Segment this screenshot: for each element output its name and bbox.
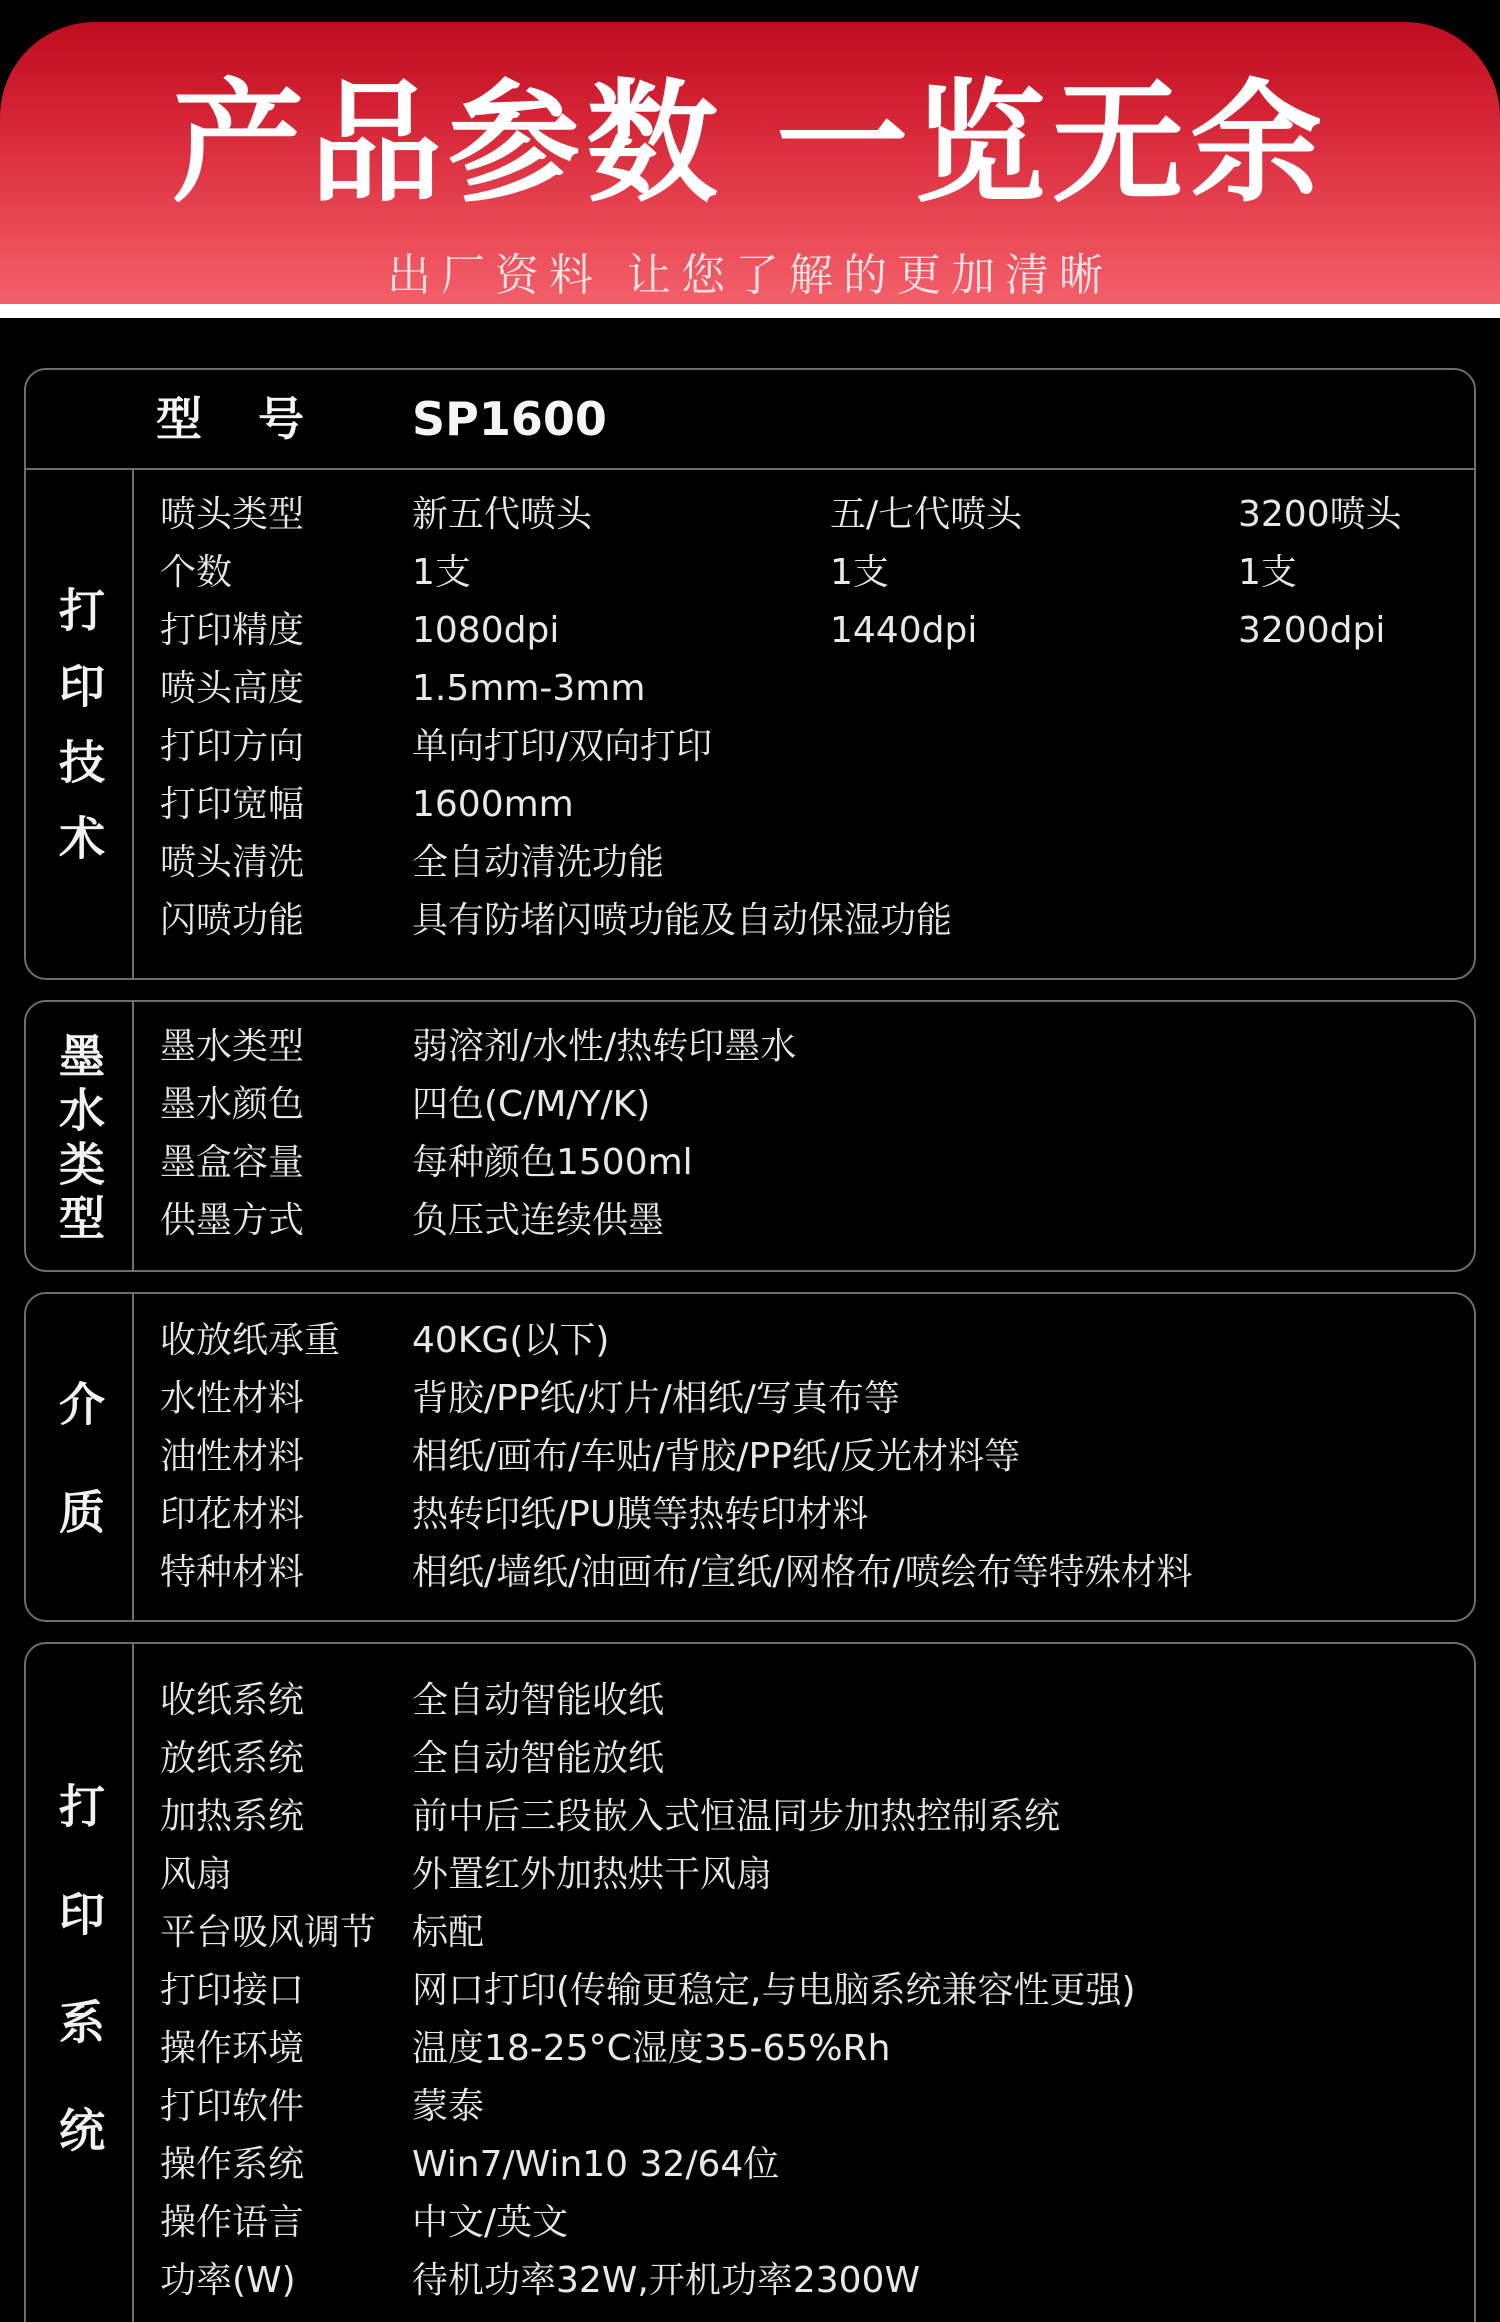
spec-label: 操作环境: [160, 2028, 305, 2069]
spec-row: [160, 1076, 1464, 1134]
model-value: SP1600: [412, 392, 607, 446]
model-row: [26, 370, 1474, 470]
spec-value: 1支: [1238, 552, 1297, 593]
spec-row: [160, 544, 1464, 602]
spec-rows: [160, 1312, 1464, 1602]
spec-value: 四色(C/M/Y/K): [412, 1084, 651, 1125]
spec-label: 墨水颜色: [160, 1084, 305, 1125]
spec-row: [160, 2078, 1464, 2136]
spec-label: 风扇: [160, 1854, 233, 1895]
spec-row: [160, 1312, 1464, 1370]
spec-label: 个数: [160, 552, 233, 593]
spec-label: 印花材料: [160, 1494, 305, 1535]
spec-rows: [160, 486, 1464, 950]
category-cell: [26, 1644, 134, 2322]
header-divider: [0, 304, 1500, 318]
category-cell: [26, 468, 134, 978]
spec-value: 弱溶剂/水性/热转印墨水: [412, 1026, 797, 1067]
category-label: 墨水类型: [52, 1032, 106, 1248]
spec-rows: [160, 1672, 1464, 2310]
page-title: 产品参数 一览无余: [172, 67, 1328, 221]
spec-label: 操作系统: [160, 2144, 305, 2185]
spec-row: [160, 486, 1464, 544]
category-label: 打印系统: [52, 1782, 106, 2214]
spec-row: [160, 1846, 1464, 1904]
spec-value: 全自动清洗功能: [412, 842, 665, 883]
spec-value: 相纸/墙纸/油画布/宣纸/网格布/喷绘布等特殊材料: [412, 1552, 1193, 1593]
spec-label: 打印软件: [160, 2086, 305, 2127]
spec-row: [160, 2252, 1464, 2310]
spec-value: 1600mm: [412, 784, 574, 825]
spec-row: [160, 1018, 1464, 1076]
spec-row: [160, 1672, 1464, 1730]
spec-value: 负压式连续供墨: [412, 1200, 665, 1241]
spec-label: 油性材料: [160, 1436, 305, 1477]
spec-row: [160, 1192, 1464, 1250]
spec-value: 标配: [412, 1912, 485, 1953]
spec-value: 蒙泰: [412, 2086, 485, 2127]
spec-row: [160, 1428, 1464, 1486]
spec-row: [160, 1370, 1464, 1428]
spec-row: [160, 660, 1464, 718]
spec-label: 功率(W): [160, 2260, 296, 2301]
spec-value: 1支: [412, 552, 471, 593]
page-subtitle: 出厂资料 让您了解的更加清晰: [387, 250, 1113, 301]
spec-label: 打印精度: [160, 610, 305, 651]
spec-label: 打印接口: [160, 1970, 305, 2011]
spec-value: 相纸/画布/车贴/背胶/PP纸/反光材料等: [412, 1436, 1021, 1477]
spec-label: 放纸系统: [160, 1738, 305, 1779]
category-label: 介质: [52, 1380, 106, 1596]
spec-box-ink: [24, 1000, 1476, 1272]
spec-box-print-system: [24, 1642, 1476, 2322]
spec-value: 五/七代喷头: [830, 494, 1023, 535]
spec-value: 热转印纸/PU膜等热转印材料: [412, 1494, 869, 1535]
spec-label: 墨水类型: [160, 1026, 305, 1067]
spec-label: 打印宽幅: [160, 784, 305, 825]
spec-value: 1支: [830, 552, 889, 593]
spec-row: [160, 1486, 1464, 1544]
category-cell: [26, 1294, 134, 1620]
spec-value: 中文/英文: [412, 2202, 569, 2243]
spec-value: 1.5mm-3mm: [412, 668, 646, 709]
spec-box-media: [24, 1292, 1476, 1622]
spec-value: Win7/Win10 32/64位: [412, 2144, 780, 2185]
spec-value: 待机功率32W,开机功率2300W: [412, 2260, 921, 2301]
spec-value: 单向打印/双向打印: [412, 726, 713, 767]
spec-value: 前中后三段嵌入式恒温同步加热控制系统: [412, 1796, 1061, 1837]
spec-label: 操作语言: [160, 2202, 305, 2243]
spec-row: [160, 718, 1464, 776]
spec-row: [160, 1962, 1464, 2020]
spec-row: [160, 2020, 1464, 2078]
spec-value: 外置红外加热烘干风扇: [412, 1854, 773, 1895]
spec-value: 3200dpi: [1238, 610, 1386, 651]
spec-label: 特种材料: [160, 1552, 305, 1593]
spec-row: [160, 2136, 1464, 2194]
spec-label: 平台吸风调节: [160, 1912, 377, 1953]
spec-label: 喷头清洗: [160, 842, 305, 883]
spec-label: 水性材料: [160, 1378, 305, 1419]
spec-value: 1440dpi: [830, 610, 978, 651]
spec-row: [160, 892, 1464, 950]
spec-label: 闪喷功能: [160, 900, 305, 941]
spec-row: [160, 1544, 1464, 1602]
spec-row: [160, 1134, 1464, 1192]
spec-value: 全自动智能放纸: [412, 1738, 665, 1779]
spec-label: 加热系统: [160, 1796, 305, 1837]
spec-value: 1080dpi: [412, 610, 560, 651]
spec-label: 供墨方式: [160, 1200, 305, 1241]
spec-box-print-tech: [24, 368, 1476, 980]
model-label: 型号: [156, 392, 360, 446]
spec-row: [160, 1904, 1464, 1962]
spec-value: 每种颜色1500ml: [412, 1142, 693, 1183]
category-cell: [26, 1002, 134, 1270]
page-header: [0, 22, 1500, 304]
spec-row: [160, 1788, 1464, 1846]
spec-value: 3200喷头: [1238, 494, 1402, 535]
spec-label: 收纸系统: [160, 1680, 305, 1721]
spec-row: [160, 2194, 1464, 2252]
spec-row: [160, 834, 1464, 892]
spec-row: [160, 602, 1464, 660]
spec-value: 网口打印(传输更稳定,与电脑系统兼容性更强): [412, 1970, 1136, 2011]
spec-row: [160, 776, 1464, 834]
spec-label: 打印方向: [160, 726, 305, 767]
spec-label: 喷头类型: [160, 494, 305, 535]
spec-value: 温度18-25°C湿度35-65%Rh: [412, 2028, 891, 2069]
category-label: 打印技术: [52, 586, 106, 890]
spec-value: 具有防堵闪喷功能及自动保湿功能: [412, 900, 953, 941]
spec-value: 新五代喷头: [412, 494, 593, 535]
spec-label: 喷头高度: [160, 668, 305, 709]
spec-value: 背胶/PP纸/灯片/相纸/写真布等: [412, 1378, 900, 1419]
spec-value: 全自动智能收纸: [412, 1680, 665, 1721]
spec-rows: [160, 1018, 1464, 1250]
spec-value: 40KG(以下): [412, 1320, 610, 1361]
spec-row: [160, 1730, 1464, 1788]
spec-label: 墨盒容量: [160, 1142, 305, 1183]
spec-label: 收放纸承重: [160, 1320, 341, 1361]
